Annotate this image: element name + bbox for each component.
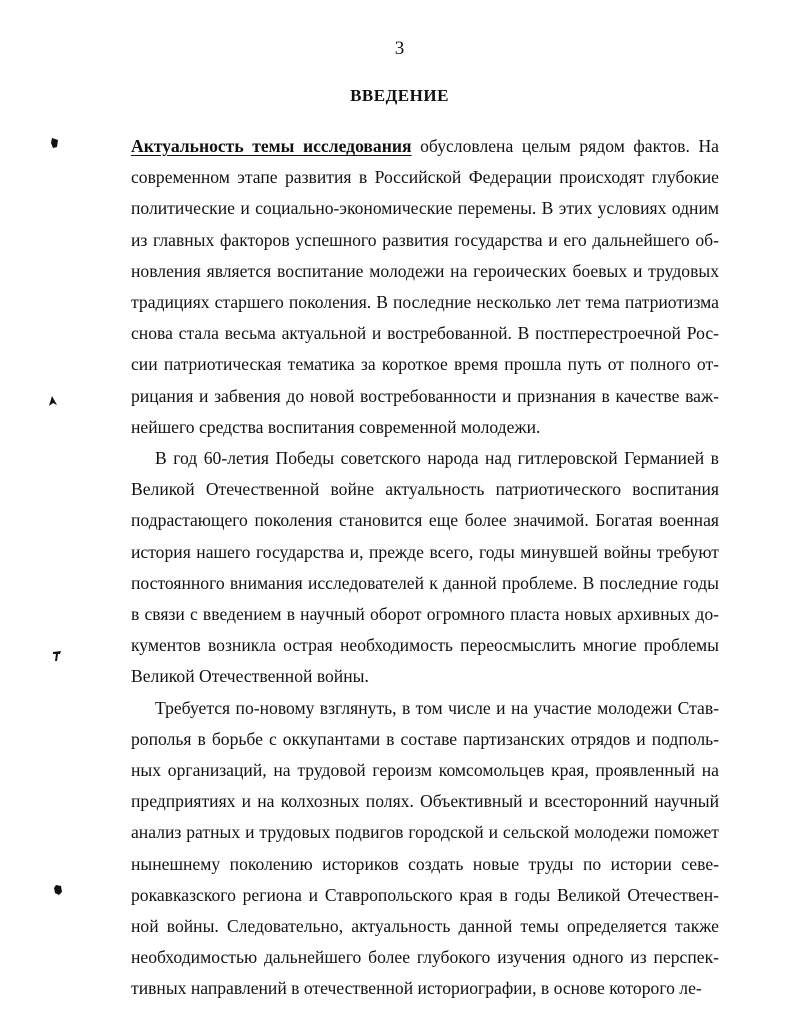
margin-blot-mark — [53, 884, 63, 896]
margin-arrow-mark — [48, 395, 58, 407]
section-heading: ВВЕДЕНИЕ — [350, 86, 449, 105]
lead-term: Актуальность темы исследования — [131, 136, 412, 156]
paragraph-1 — [131, 131, 719, 443]
margin-dot-mark — [50, 137, 60, 149]
paragraph-2: В год 60-летия Победы советского народа над гитлеровской Германией в Великой Отечественной войне актуальность патриотического воспитания подрастающего поколения становится еще более значимой. Богатая военная история нашего государства и, прежде всего, годы минувшей войны требуют постоянного внимания исследователей к данной проблеме. В последние годы в связи с введением в научный оборот огромного пласта новых архивных документов возникла острая необходимость переосмыслить многие проблемы Великой Отечественной войны. — [131, 448, 719, 687]
margin-tick-mark — [52, 650, 62, 662]
page-number: 3 — [394, 38, 405, 59]
paragraph-1-text: обусловлена целым рядом фактов. На современном этапе развития в Российской Федерации происходят глубокие политические и социально-экономические перемены. В этих условиях одним из главных факторов успешного развития государства и его дальнейшего обновления является воспитание молодежи на героических боевых и трудовых традициях старшего поколения. В последние несколько лет тема патриотизма снова стала весьма актуальной и востребованной. В постперестроечной России патриотическая тематика за короткое время прошла путь от полного отрицания и забвения до новой востребованности и признания в качестве важнейшего средства воспитания современной молодежи. — [131, 136, 719, 437]
paragraph-3: Требуется по-новому взглянуть, в том числе и на участие молодежи Ставрополья в борьбе с оккупантами в составе партизанских отрядов и подпольных организаций, на трудовой героизм комсомольцев края, проявленный на предприятиях и на колхозных полях. Объективный и всесторонний научный анализ ратных и трудовых подвигов городской и сельской молодежи поможет нынешнему поколению историков создать новые труды по истории северокавказского региона и Ставропольского края в годы Великой Отечественной войны. Следовательно, актуальность данной темы определяется также необходимостью дальнейшего более глубокого изучения одного из перспективных направлений в отечественной историографии, в основе которого ле- — [131, 697, 719, 999]
body-text — [131, 131, 719, 1005]
